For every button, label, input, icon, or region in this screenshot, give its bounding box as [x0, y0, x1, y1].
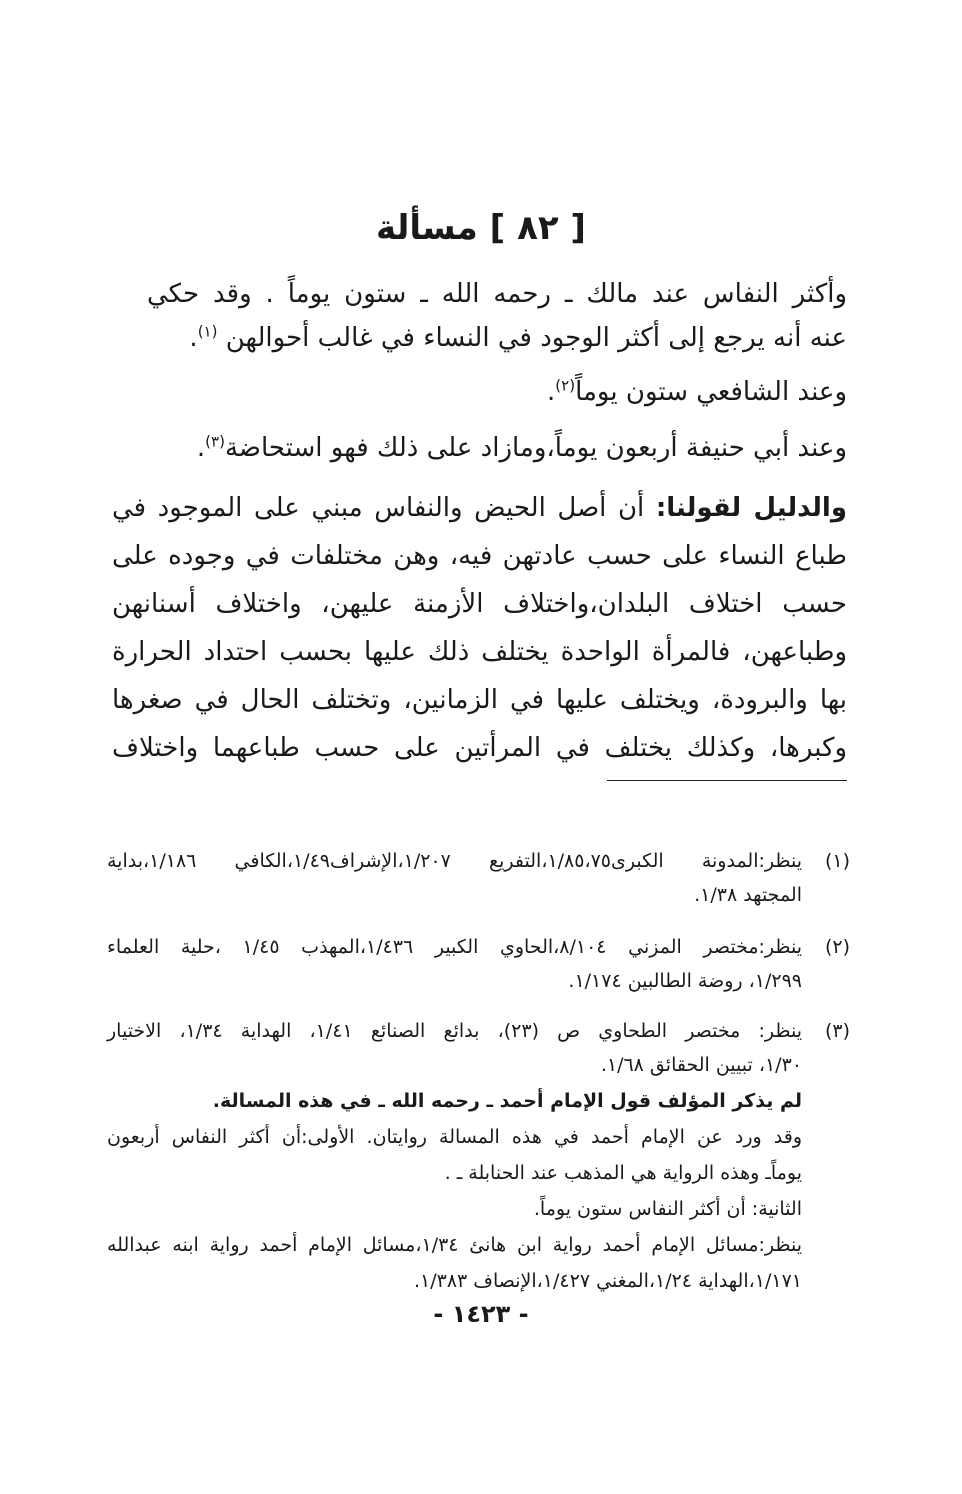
- footnote-3-note: لم يذكر المؤلف قول الإمام أحمد ـ رحمه الله ـ في هذه المسالة.: [212, 1090, 802, 1112]
- footnote-3-line-3: [107, 1086, 802, 1116]
- body-line-3-text: وعند الشافعي ستون يوماً: [575, 377, 847, 407]
- body-line-10: وكبرها، وكذلك يختلف في المرأتين على حسب طباعهما واختلاف: [112, 733, 847, 763]
- body-line-5: [112, 488, 847, 528]
- evidence-label: والدليل لقولنا:: [655, 493, 847, 523]
- footnote-3-line-6: الثانية: أن أكثر النفاس ستون يوماً.: [533, 1198, 802, 1220]
- footnote-ref-3: (٣): [205, 432, 225, 451]
- body-line-5-text: أن أصل الحيض والنفاس مبني على الموجود في: [112, 493, 656, 523]
- body-line-4: [147, 428, 847, 468]
- body-line-9: بها والبرودة، ويختلف عليها في الزمانين، وتختلف الحال في صغرها: [112, 685, 847, 715]
- page-number: - ١٤٢٣ -: [433, 1300, 529, 1328]
- body-line-3: [147, 372, 847, 412]
- footnote-1-line-1: ينظر:المدونة الكبرى١/٨٥،٧٥،التفريع ١/٢٠٧،الإشراف١/٤٩،الكافي ١/١٨٦،بداية: [107, 850, 802, 872]
- heading-bracket-open: [: [570, 208, 586, 248]
- body-line-6: طباع النساء على حسب عادتهن فيه، وهن مختلفات في وجوده على: [112, 541, 847, 571]
- footnote-3-number: (٣): [824, 1020, 850, 1042]
- body-line-7: حسب اختلاف البلدان،واختلاف الأزمنة عليهن، واختلاف أسنانهن: [112, 589, 847, 619]
- issue-title: مسألة: [376, 208, 478, 248]
- body-line-2: [112, 318, 847, 358]
- issue-heading: [0, 208, 962, 248]
- footnote-2-line-1: ينظر:مختصر المزني ٨/١٠٤،الحاوي الكبير ١/٤٣٦،المهذب ١/٤٥ ،حلية العلماء: [107, 936, 803, 958]
- footnote-1-line-2: المجتهد ١/٣٨.: [694, 884, 802, 906]
- footnote-separator: [607, 780, 847, 781]
- footnote-2-number: (٢): [824, 936, 850, 958]
- body-line-1: وأكثر النفاس عند مالك ـ رحمه الله ـ ستون يوماً . وقد حكي: [147, 279, 847, 309]
- footnote-2-line-2: ١/٢٩٩، روضة الطالبين ١/١٧٤.: [568, 970, 802, 992]
- body-line-4-text: وعند أبي حنيفة أربعون يوماً،ومازاد على ذلك فهو استحاضة: [224, 433, 847, 463]
- body-line-2-end: .: [189, 323, 198, 353]
- footnote-3-line-2: ١/٣٠، تبيين الحقائق ١/٦٨.: [600, 1054, 802, 1076]
- footnote-ref-2: (٢): [555, 376, 576, 395]
- issue-number: ٨٢: [517, 208, 559, 248]
- footnote-3-line-1: ينظر: مختصر الطحاوي ص (٢٣)، بدائع الصنائع ١/٤١، الهداية ١/٣٤، الاختيار: [107, 1020, 802, 1042]
- heading-bracket-close: ]: [489, 208, 506, 248]
- footnote-3-line-4: وقد ورد عن الإمام أحمد في هذه المسالة روايتان. الأولى:أن أكثر النفاس أربعون: [107, 1126, 802, 1148]
- body-line-3-end: .: [547, 377, 556, 407]
- footnote-3-line-7: ينظر:مسائل الإمام أحمد رواية ابن هانئ ١/٣٤،مسائل الإمام أحمد رواية ابنه عبدالله: [107, 1234, 802, 1256]
- footnote-ref-1: (١): [197, 322, 218, 341]
- footnote-3-line-8: ١/١٧١،الهداية ١/٢٤،المغني ١/٤٢٧،الإنصاف ١/٣٨٣.: [413, 1270, 802, 1292]
- body-line-8: وطباعهن، فالمرأة الواحدة يختلف ذلك عليها بحسب احتداد الحرارة: [112, 637, 847, 667]
- body-line-4-end: .: [196, 433, 206, 463]
- footnote-1-number: (١): [824, 850, 850, 872]
- footnote-3-line-5: يوماًـ وهذه الرواية هي المذهب عند الحنابلة ـ .: [444, 1162, 802, 1184]
- body-line-2-text: عنه أنه يرجع إلى أكثر الوجود في النساء في غالب أحوالهن: [225, 323, 847, 353]
